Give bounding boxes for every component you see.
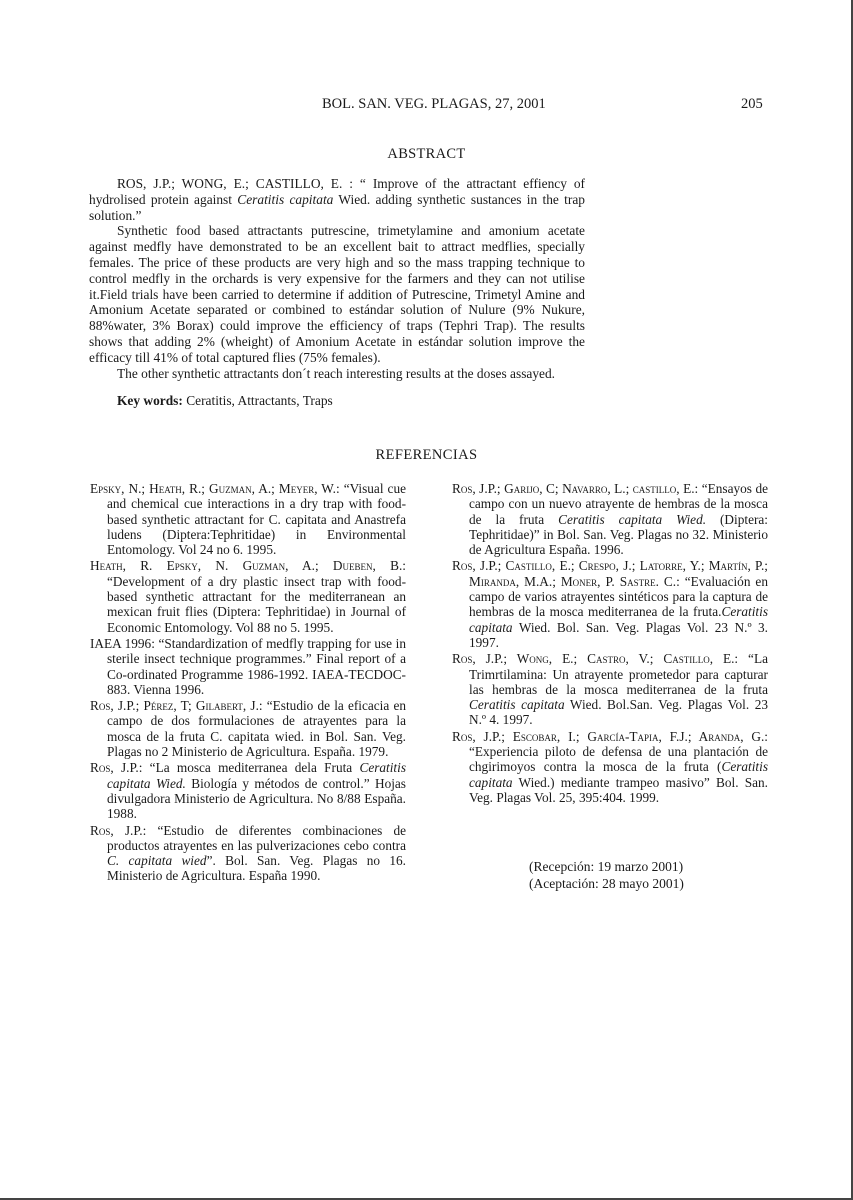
reference-item (90, 481, 406, 557)
reference-item (90, 760, 406, 821)
reference-authors: Ros, J.P.; Pérez, T; Gilabert, J.: (90, 698, 263, 714)
reference-item (452, 558, 768, 650)
reference-text: ”. Bol. San. Veg. Plagas no 16. Ministerio de Agricultura. España 1990. (107, 853, 406, 884)
abstract-body (89, 176, 585, 409)
abstract-citation-title-1: “ Improve of the attractant effiency of hydrolised protein against (89, 176, 586, 207)
reference-text: “Ensayos de campo con un nuevo atrayente de hembras de la mosca de la fruta (469, 481, 768, 527)
abstract-heading: ABSTRACT (387, 146, 466, 162)
reference-authors: Ros, J.P.: (90, 760, 143, 776)
reference-species: Ceratitis capitata Wied. (558, 511, 707, 527)
keywords (89, 393, 585, 409)
reference-text: “Experiencia piloto de defensa de una plantación de chgirimoyos contra la mosca de la fruta ( (469, 744, 768, 775)
reference-authors: Ros, J.P.; Garijo, C; Navarro, L.; castillo, E.: (452, 481, 699, 496)
reference-text: “Estudio de diferentes combinaciones de productos atrayentes en las pulverizaciones cebo contra (107, 822, 406, 853)
reference-text: Wied. Bol. San. Veg. Plagas Vol. 23 N.º 3. 1997. (469, 619, 768, 650)
references-heading: REFERENCIAS (375, 447, 478, 463)
reference-item (90, 558, 406, 634)
reference-authors: Ros, J.P.; Wong, E.; Castro, V.; Castillo, E.: (452, 651, 739, 667)
reference-text: “Development of a dry plastic insect trap with food-based synthetic attractant for the mediterranean an mexican fruit flies (Diptera: Tephritidae) in Journal of Economic Entomology. Vol 88 no 5. 1995. (107, 573, 406, 635)
reference-item (452, 481, 768, 557)
reference-species: Ceratitis capitata (469, 697, 565, 713)
accepted-date: (Aceptación: 28 mayo 2001) (529, 875, 684, 891)
reference-text: “Visual cue and chemical cue interactions in a dry trap with food-based synthetic attractant for C. capitata and Anastrefa ludens (Diptera:Tephritidae) in Environmental Entomology. Vol 24 no 6. 1995. (107, 481, 407, 558)
reference-item (90, 636, 406, 697)
reference-item (90, 823, 406, 884)
reference-item (452, 651, 768, 727)
reference-authors: Ros, J.P.; Castillo, E.; Crespo, J.; Latorre, Y.; Martín, P.; Miranda, M.A.; Moner, P. Sastre. C.: (452, 558, 768, 589)
reference-text: “La Trimrtilamina: Un atrayente prometedor para capturar las hembras de la mosca mediterranea de la fruta (469, 651, 768, 697)
keywords-label: Key words: (117, 393, 183, 409)
reference-authors: Epsky, N.; Heath, R.; Guzman, A.; Meyer, W.: (90, 481, 340, 496)
reference-species: Ceratitis capitata (469, 604, 768, 635)
page-number: 205 (741, 96, 763, 112)
journal-title: BOL. SAN. VEG. PLAGAS, 27, 2001 (322, 96, 546, 112)
reference-authors: Heath, R. Epsky, N. Guzman, A.; Dueben, B.: (90, 558, 406, 574)
reference-text: (Diptera: Tephritidae)” in Bol. San. Veg. Plagas no 32. Ministerio de Agricultura España. 1996. (469, 511, 768, 558)
references-left-column (90, 481, 406, 885)
reference-text: “Estudio de la eficacia en campo de dos formulaciones de atrayentes para la mosca de la fruta C. capitata wied. in Bol. San. Veg. Plagas no 2 Ministerio de Agricultura. España. 1979. (107, 698, 406, 760)
reference-item (452, 729, 768, 805)
abstract-paragraph-1: Synthetic food based attractants putrescine, trimetylamine and amonium acetate against medfly have demonstrated to be an excellent bait to attract medflies, specially females. The price of these products are very high and so the mass trapping technique to control medfly in the orchards is very expensive for the farmers and they can not utilise it.Field trials have been carried to determine if addition of Putrescine, Trimetyl Amine and Amonium Acetate separated or combined to estándar solution of Nulure (9% Nukure, 88%water, 3% Borax) could improve the efficiency of traps (Tephri Trap). The results shows that adding 2% (wheight) of Amonium Acetate in estándar solution improve the efficacy till 41% of total captured flies (75% females). (89, 223, 585, 365)
keywords-list: Ceratitis, Attractants, Traps (182, 393, 333, 409)
abstract-citation (89, 176, 585, 223)
references-right-column (452, 481, 768, 806)
reference-species: Ceratitis capitata (469, 759, 768, 790)
reference-species: Ceratitis capitata Wied. (107, 760, 406, 791)
reference-text: Wied. Bol.San. Veg. Plagas Vol. 23 N.º 4. 1997. (469, 697, 769, 728)
abstract-citation-title-2: Wied. adding synthetic sustances in the trap solution.” (89, 191, 585, 223)
reference-authors: Ros, J.P.; Escobar, I.; García-Tapia, F.J.; Aranda, G.: (452, 728, 768, 744)
reference-text: “Evaluación en campo de varios atrayentes sintéticos para la captura de hembras de la mosca mediterranea de la fruta. (469, 573, 768, 620)
reference-authors: Ros, J.P.: (90, 822, 147, 838)
reference-text: Biología y métodos de control.” Hojas divulgadora Ministerio de Agricultura. No 8/88 España. 1988. (107, 775, 406, 822)
reference-species: C. capitata wied (107, 853, 207, 869)
reference-item (90, 698, 406, 759)
received-date: (Recepción: 19 marzo 2001) (529, 859, 684, 874)
reference-text: “La mosca mediterranea dela Fruta (142, 760, 360, 776)
reference-text: IAEA 1996: “Standardization of medfly trapping for use in sterile insect technique programmes.” Final report of a Co-ordinated Programme 1986-1992. IAEA-TECDOC-883. Vienna 1996. (90, 635, 406, 697)
abstract-paragraph-2: The other synthetic attractants don´t reach interesting results at the doses assayed. (117, 365, 556, 381)
submission-dates (529, 859, 684, 892)
abstract-citation-authors: ROS, J.P.; WONG, E.; CASTILLO, E. : (117, 176, 353, 191)
abstract-citation-species: Ceratitis capitata (237, 191, 334, 207)
reference-text: Wied.) mediante trampeo masivo” Bol. San. Veg. Plagas Vol. 25, 395:404. 1999. (469, 774, 768, 805)
